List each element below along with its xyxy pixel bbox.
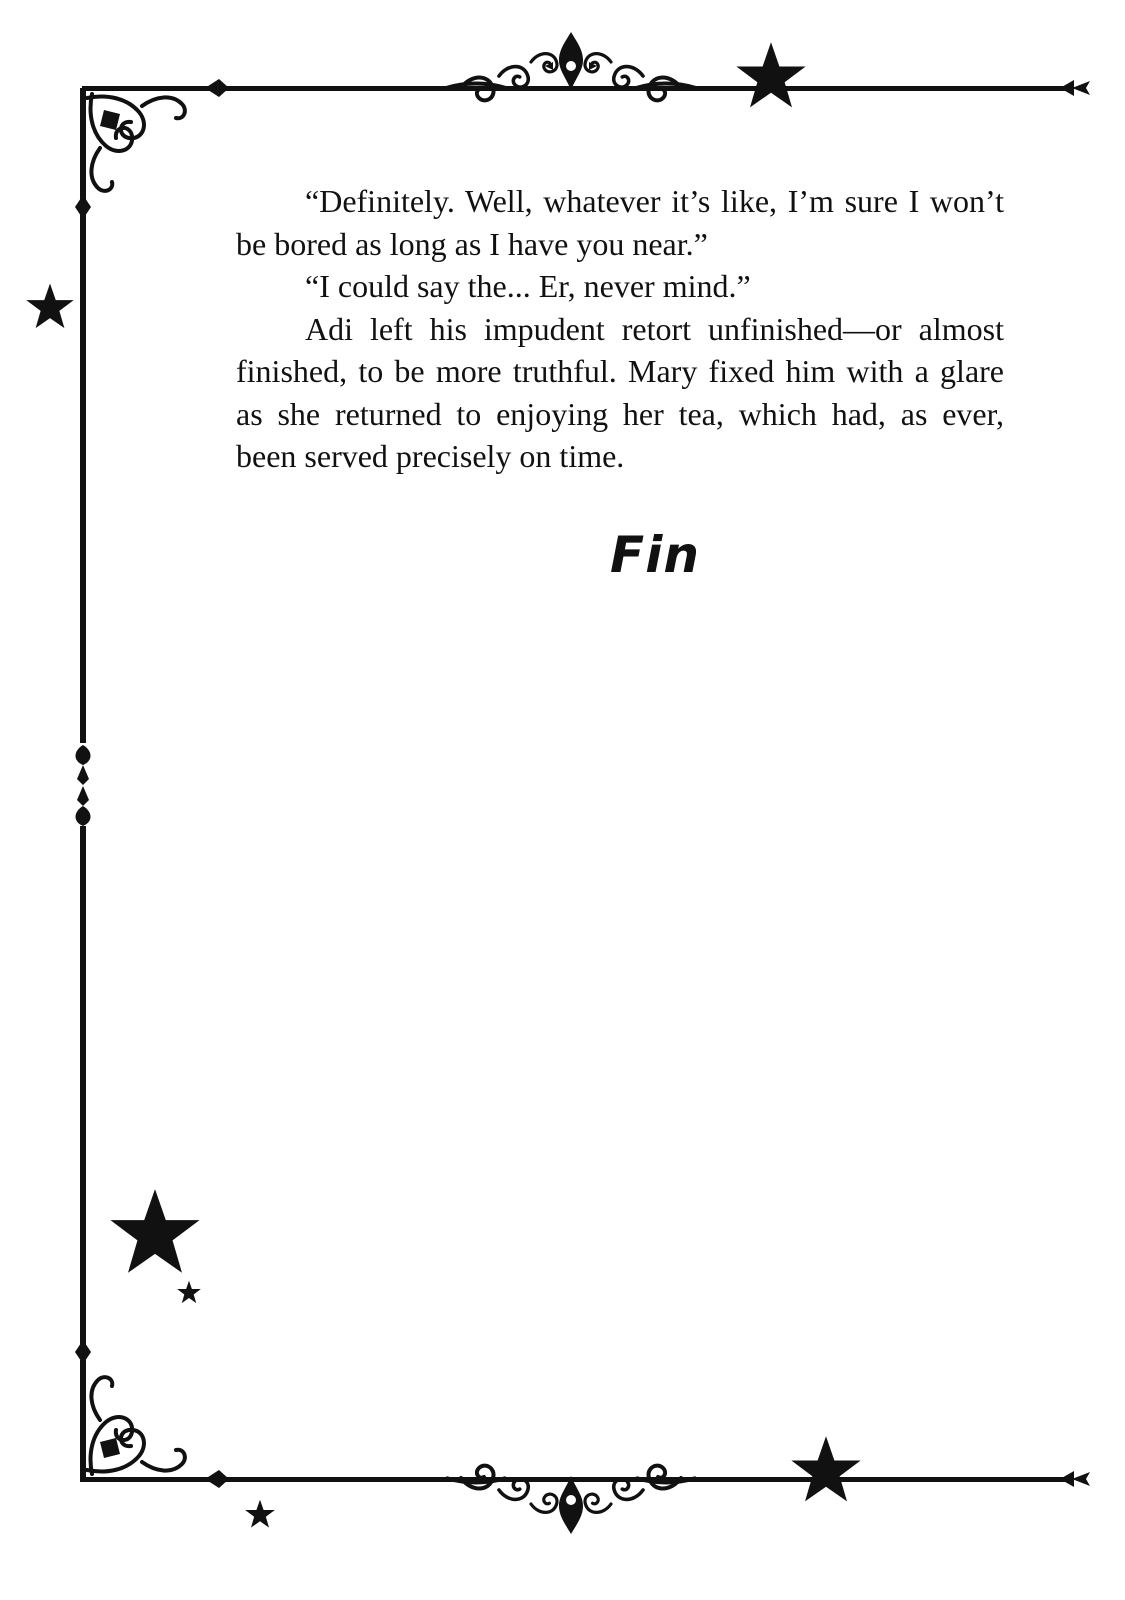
star-icon — [177, 1281, 201, 1303]
star-icon — [736, 42, 805, 107]
star-icon — [26, 284, 74, 329]
top-left-corner-ornament — [87, 94, 185, 191]
star-icon — [791, 1436, 860, 1501]
top-border — [82, 79, 1090, 97]
paragraph: Adi left his impudent retort unfinished—or almost finished, to be more truthful. Mary fixed him with a glare as she returned to enjoying her tea, which had, as ever, been served precisely on time. — [236, 310, 1004, 474]
bottom-flourish-ornament — [446, 1466, 696, 1534]
left-border-upper — [75, 88, 91, 785]
paragraph: “Definitely. Well, whatever it’s like, I’m sure I won’t be bored as long as I have you near.” — [236, 183, 1004, 262]
star-icon — [245, 1500, 275, 1528]
end-mark: Fin — [610, 526, 700, 584]
left-border-lower — [75, 786, 91, 1482]
star-icon — [110, 1189, 199, 1273]
bottom-border — [82, 1470, 1090, 1488]
paragraph: “I could say the... Er, never mind.” — [305, 268, 751, 304]
bottom-left-corner-ornament — [87, 1377, 185, 1474]
story-text — [236, 180, 1004, 478]
